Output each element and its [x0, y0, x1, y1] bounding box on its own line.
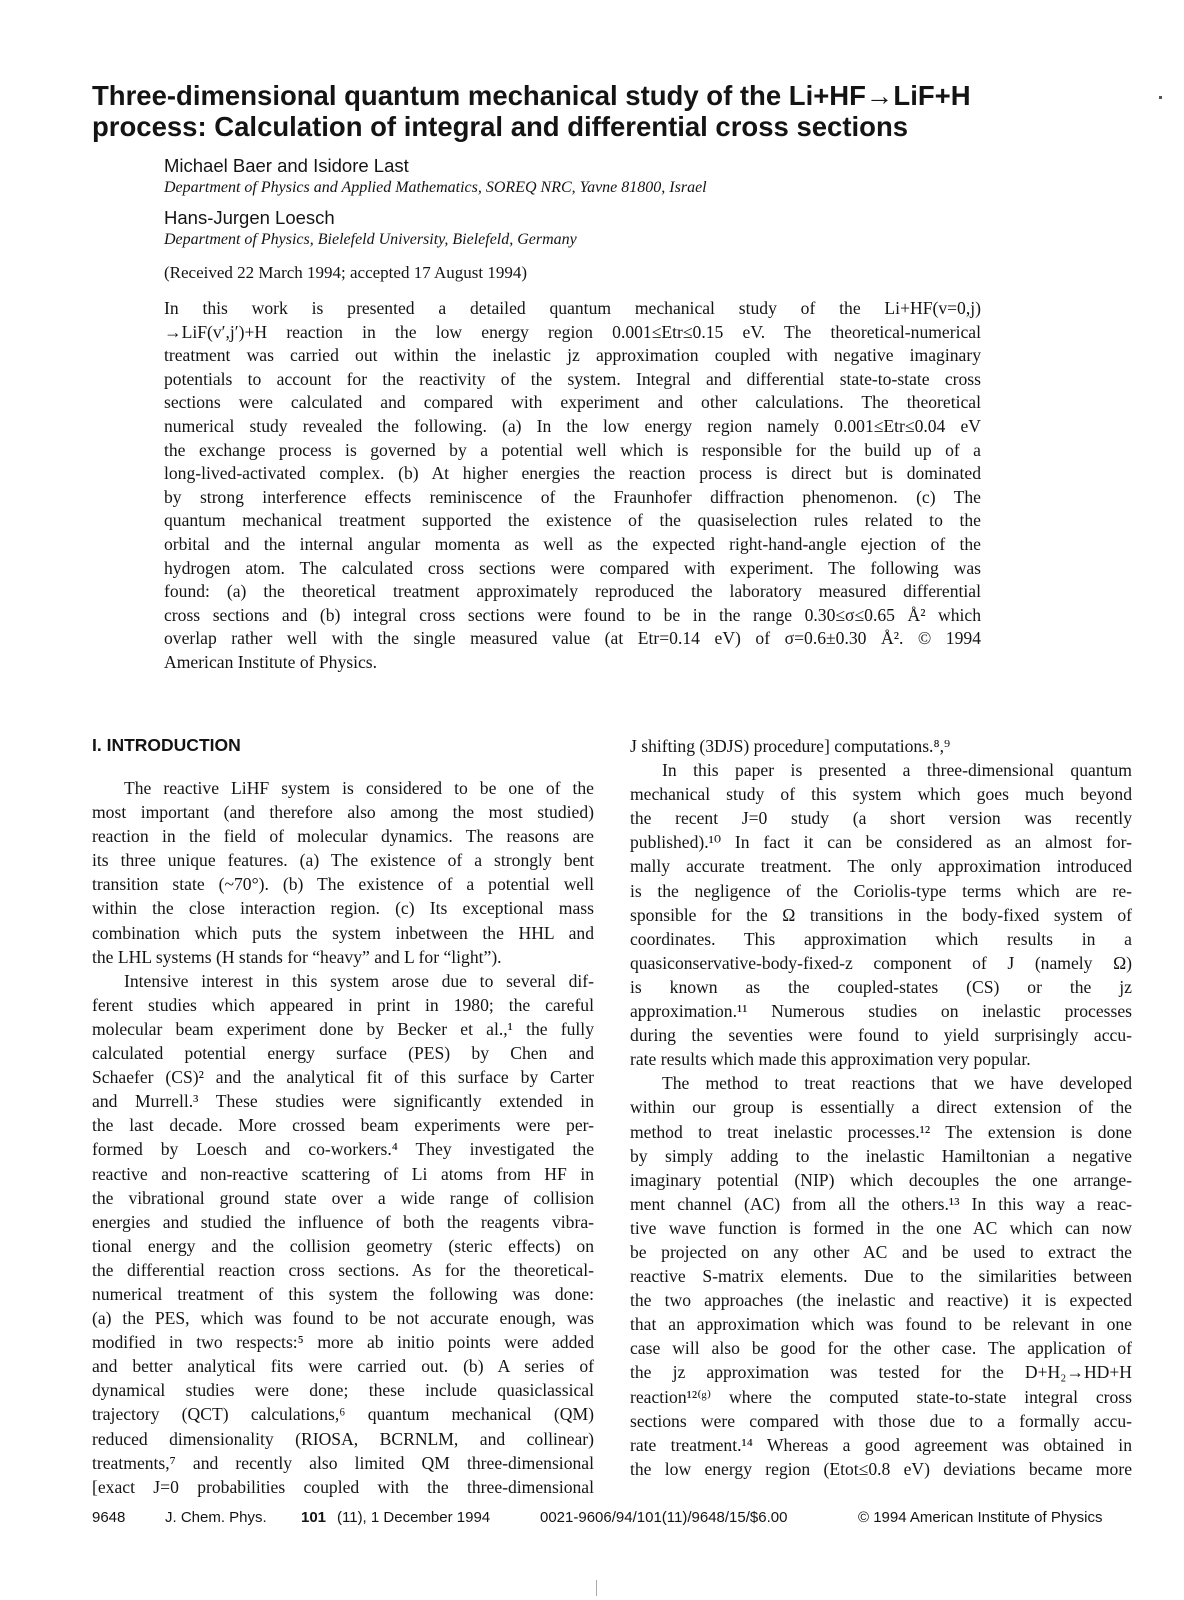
abstract-line: →LiF(v′,j′)+H reaction in the low energy region 0.001≤Etr≤0.15 eV. The theoretical-numerical — [164, 321, 981, 342]
affiliation-2: Department of Physics, Bielefeld University, Bielefeld, Germany — [164, 231, 577, 248]
text-line: approximation.¹¹ Numerous studies on inelastic processes — [630, 1001, 1132, 1022]
text-line: dynamical studies were done; these include quasiclassical — [92, 1380, 594, 1401]
issue-date: (11), 1 December 1994 — [337, 1509, 491, 1526]
journal-name: J. Chem. Phys. — [165, 1509, 267, 1526]
text-line: The method to treat reactions that we have developed — [662, 1073, 1132, 1094]
abstract-line: overlap rather well with the single measured value (at Etr=0.14 eV) of σ=0.6±0.30 Å². © 1994 — [164, 628, 981, 649]
paragraph — [630, 1071, 1132, 1481]
paragraph — [630, 758, 1132, 1071]
text-line: rate results which made this approximation very popular. — [630, 1049, 1031, 1070]
text-line: treatments,⁷ and recently also limited QM three-dimensional — [92, 1452, 594, 1473]
abstract-line: orbital and the internal angular momenta as well as the expected right-hand-angle ejection of the — [164, 533, 981, 554]
abstract-line: cross sections and (b) integral cross sections were found to be in the range 0.30≤σ≤0.65 Å² which — [164, 604, 981, 625]
copyright-notice: © 1994 American Institute of Physics — [858, 1509, 1103, 1526]
text-line: numerical treatment of this system the following was done: — [92, 1283, 594, 1304]
text-line: most important (and therefore also among the most studied) — [92, 802, 594, 823]
page-footer — [92, 1509, 1132, 1529]
text-line: that an approximation which was found to be relevant in one — [630, 1314, 1132, 1335]
paragraph — [92, 969, 594, 1499]
abstract-line: quantum mechanical treatment supported the existence of the quasiselection rules related to the — [164, 510, 981, 531]
right-column — [630, 734, 1132, 1481]
abstract-line: the exchange process is governed by a potential well which is responsible for the build up of a — [164, 439, 981, 460]
section-heading: I. INTRODUCTION — [92, 735, 241, 755]
text-line: molecular beam experiment done by Becker et al.,¹ the fully — [92, 1018, 594, 1039]
text-line: In this paper is presented a three-dimensional quantum — [662, 760, 1132, 781]
abstract-line: by strong interference effects reminiscence of the Fraunhofer diffraction phenomenon. (c) The — [164, 486, 981, 507]
text-line: Schaefer (CS)² and the analytical fit of this surface by Carter — [92, 1067, 594, 1088]
text-line: mally accurate treatment. The only approximation introduced — [630, 856, 1132, 877]
text-line: case will also be good for the other case. The application of — [630, 1338, 1132, 1359]
abstract-line: potentials to account for the reactivity of the system. Integral and differential state-to-state cross — [164, 368, 981, 389]
text-line: the two approaches (the inelastic and reactive) it is expected — [630, 1290, 1132, 1311]
abstract — [164, 297, 981, 675]
text-line: The reactive LiHF system is considered to be one of the — [124, 778, 594, 798]
text-line: quasiconservative-body-fixed-z component of J (namely Ω) — [630, 952, 1132, 973]
text-line: sections were compared with those due to a formally accu- — [630, 1410, 1132, 1431]
paragraph — [92, 776, 594, 969]
text-line: the last decade. More crossed beam experiments were per- — [92, 1115, 594, 1136]
text-line: published).¹⁰ In fact it can be considered as an almost for- — [630, 832, 1132, 853]
authors-2: Hans-Jurgen Loesch — [164, 207, 335, 228]
title-line: Three-dimensional quantum mechanical study of the Li+HF→LiF+H — [92, 80, 971, 111]
title-line: process: Calculation of integral and differential cross sections — [92, 111, 909, 142]
text-line: [exact J=0 probabilities coupled with the three-dimensional — [92, 1476, 594, 1497]
text-line: mechanical study of this system which goes much beyond — [630, 784, 1132, 805]
text-line: reaction in the field of molecular dynamics. The reasons are — [92, 826, 594, 847]
text-line: method to treat inelastic processes.¹² The extension is done — [630, 1121, 1132, 1142]
paper-title — [92, 80, 1052, 142]
text-line: rate treatment.¹⁴ Whereas a good agreement was obtained in — [630, 1434, 1132, 1455]
scan-speck — [1159, 96, 1162, 99]
text-line: during the seventies were found to yield surprisingly accu- — [630, 1025, 1132, 1046]
text-line: sponsible for the Ω transitions in the body-fixed system of — [630, 904, 1132, 925]
abstract-line: In this work is presented a detailed quantum mechanical study of the Li+HF(v=0,j) — [164, 298, 981, 318]
text-line: tional energy and the collision geometry (steric effects) on — [92, 1235, 594, 1256]
authors-1: Michael Baer and Isidore Last — [164, 155, 409, 176]
text-line: its three unique features. (a) The existence of a strongly bent — [92, 850, 594, 871]
text-line: tive wave function is formed in the one AC which can now — [630, 1217, 1132, 1238]
text-line: imaginary potential (NIP) which decouples the one arrange- — [630, 1169, 1132, 1190]
text-line: the jz approximation was tested for the D+H₂→HD+H — [630, 1362, 1132, 1383]
abstract-line: treatment was carried out within the inelastic jz approximation coupled with negative imaginary — [164, 345, 981, 366]
text-line: the recent J=0 study (a short version was recently — [630, 808, 1132, 829]
abstract-line: long-lived-activated complex. (b) At higher energies the reaction process is direct but is dominated — [164, 463, 981, 484]
abstract-line: American Institute of Physics. — [164, 651, 378, 672]
text-line: combination which puts the system inbetween the HHL and — [92, 922, 594, 943]
text-line: the differential reaction cross sections. As for the theoretical- — [92, 1259, 594, 1280]
page-number: 9648 — [92, 1509, 126, 1526]
text-line: transition state (~70°). (b) The existence of a potential well — [92, 874, 594, 895]
article-code: 0021-9606/94/101(11)/9648/15/$6.00 — [540, 1509, 788, 1526]
text-line: (a) the PES, which was found to be not accurate enough, was — [92, 1308, 594, 1329]
left-column — [92, 776, 594, 1499]
text-line: be projected on any other AC and be used to extract the — [630, 1241, 1132, 1262]
abstract-line: found: (a) the theoretical treatment approximately reproduced the laboratory measured differential — [164, 581, 981, 602]
text-line: the low energy region (Etot≤0.8 eV) deviations became more — [630, 1458, 1132, 1479]
text-line: within the close interaction region. (c) Its exceptional mass — [92, 898, 594, 919]
text-line: calculated potential energy surface (PES) by Chen and — [92, 1043, 594, 1064]
text-line: modified in two respects:⁵ more ab initio points were added — [92, 1332, 594, 1353]
text-line: reaction¹²⁽ᵍ⁾ where the computed state-to-state integral cross — [630, 1386, 1132, 1407]
text-line: formed by Loesch and co-workers.⁴ They investigated the — [92, 1139, 594, 1160]
text-line: energies and studied the influence of both the reagents vibra- — [92, 1211, 594, 1232]
text-line: and Murrell.³ These studies were significantly extended in — [92, 1091, 594, 1112]
text-line: reactive S-matrix elements. Due to the similarities between — [630, 1266, 1132, 1287]
text-line: is known as the coupled-states (CS) or the jz — [630, 976, 1132, 997]
abstract-line: sections were calculated and compared with experiment and other calculations. The theoretical — [164, 392, 981, 413]
paragraph — [630, 734, 1132, 758]
abstract-line: numerical study revealed the following. (a) In the low energy region namely 0.001≤Etr≤0.04 eV — [164, 415, 981, 436]
text-line: the LHL systems (H stands for “heavy” and L for “light”). — [92, 946, 502, 967]
text-line: trajectory (QCT) calculations,⁶ quantum mechanical (QM) — [92, 1404, 594, 1425]
received-dates: (Received 22 March 1994; accepted 17 August 1994) — [164, 263, 528, 282]
affiliation-1: Department of Physics and Applied Mathematics, SOREQ NRC, Yavne 81800, Israel — [164, 179, 707, 196]
text-line: ment channel (AC) from all the others.¹³ In this way a reac- — [630, 1193, 1132, 1214]
text-line: coordinates. This approximation which results in a — [630, 928, 1132, 949]
text-line: reactive and non-reactive scattering of Li atoms from HF in — [92, 1163, 594, 1184]
text-line: is the negligence of the Coriolis-type terms which are re- — [630, 880, 1132, 901]
text-line: and better analytical fits were carried out. (b) A series of — [92, 1356, 594, 1377]
journal-volume: 101 — [301, 1509, 327, 1526]
abstract-line: hydrogen atom. The calculated cross sections were compared with experiment. The following was — [164, 557, 981, 578]
scan-mark — [596, 1580, 597, 1596]
text-line: within our group is essentially a direct extension of the — [630, 1097, 1132, 1118]
text-line: Intensive interest in this system arose due to several dif- — [124, 970, 594, 991]
text-line: J shifting (3DJS) procedure] computations.⁸,⁹ — [630, 736, 951, 756]
text-line: the vibrational ground state over a wide range of collision — [92, 1187, 594, 1208]
text-line: reduced dimensionality (RIOSA, BCRNLM, and collinear) — [92, 1428, 594, 1449]
text-line: by simply adding to the inelastic Hamiltonian a negative — [630, 1145, 1132, 1166]
text-line: ferent studies which appeared in print in 1980; the careful — [92, 994, 594, 1015]
